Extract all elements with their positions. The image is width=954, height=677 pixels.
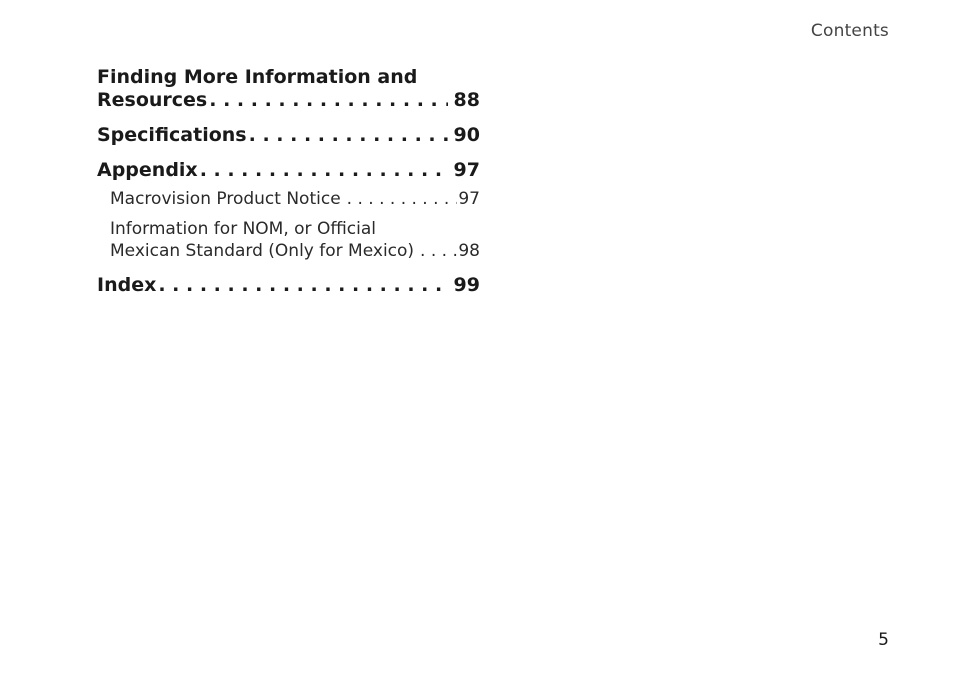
dot-leader — [420, 240, 457, 262]
toc-entry-finding-more-information[interactable] — [97, 66, 480, 112]
toc-page-number: 98 — [458, 241, 480, 261]
running-header: Contents — [810, 21, 889, 41]
dot-leader — [158, 274, 447, 297]
toc-page-number: 88 — [453, 89, 480, 111]
toc-entry-title: Specifications — [97, 124, 247, 146]
toc-entry-title: Finding More Information and — [97, 66, 418, 88]
toc-entry-index[interactable] — [97, 274, 480, 297]
dot-leader — [209, 89, 447, 112]
toc-subentry-title: Mexican Standard (Only for Mexico) — [110, 241, 415, 261]
table-of-contents — [97, 66, 480, 297]
dot-leader — [249, 124, 448, 147]
toc-entry-title: Resources — [97, 89, 208, 111]
dot-leader — [200, 159, 448, 182]
toc-entry-specifications[interactable] — [97, 124, 480, 147]
toc-page-number: 97 — [458, 189, 480, 209]
toc-page-number: 97 — [453, 159, 480, 181]
toc-subentry-title: Information for NOM, or Official — [110, 219, 376, 239]
toc-subentry-title: Macrovision Product Notice — [110, 189, 341, 209]
toc-entry-title: Index — [97, 274, 157, 296]
dot-leader — [347, 188, 458, 210]
toc-entry-appendix[interactable] — [97, 159, 480, 182]
toc-entry-title: Appendix — [97, 159, 198, 181]
page-number: 5 — [878, 630, 889, 650]
toc-subentry-nom[interactable] — [110, 218, 480, 262]
toc-page-number: 99 — [453, 274, 480, 296]
toc-page-number: 90 — [453, 124, 480, 146]
toc-entry-title-line1 — [97, 66, 480, 89]
toc-subentry-macrovision[interactable] — [110, 188, 480, 210]
